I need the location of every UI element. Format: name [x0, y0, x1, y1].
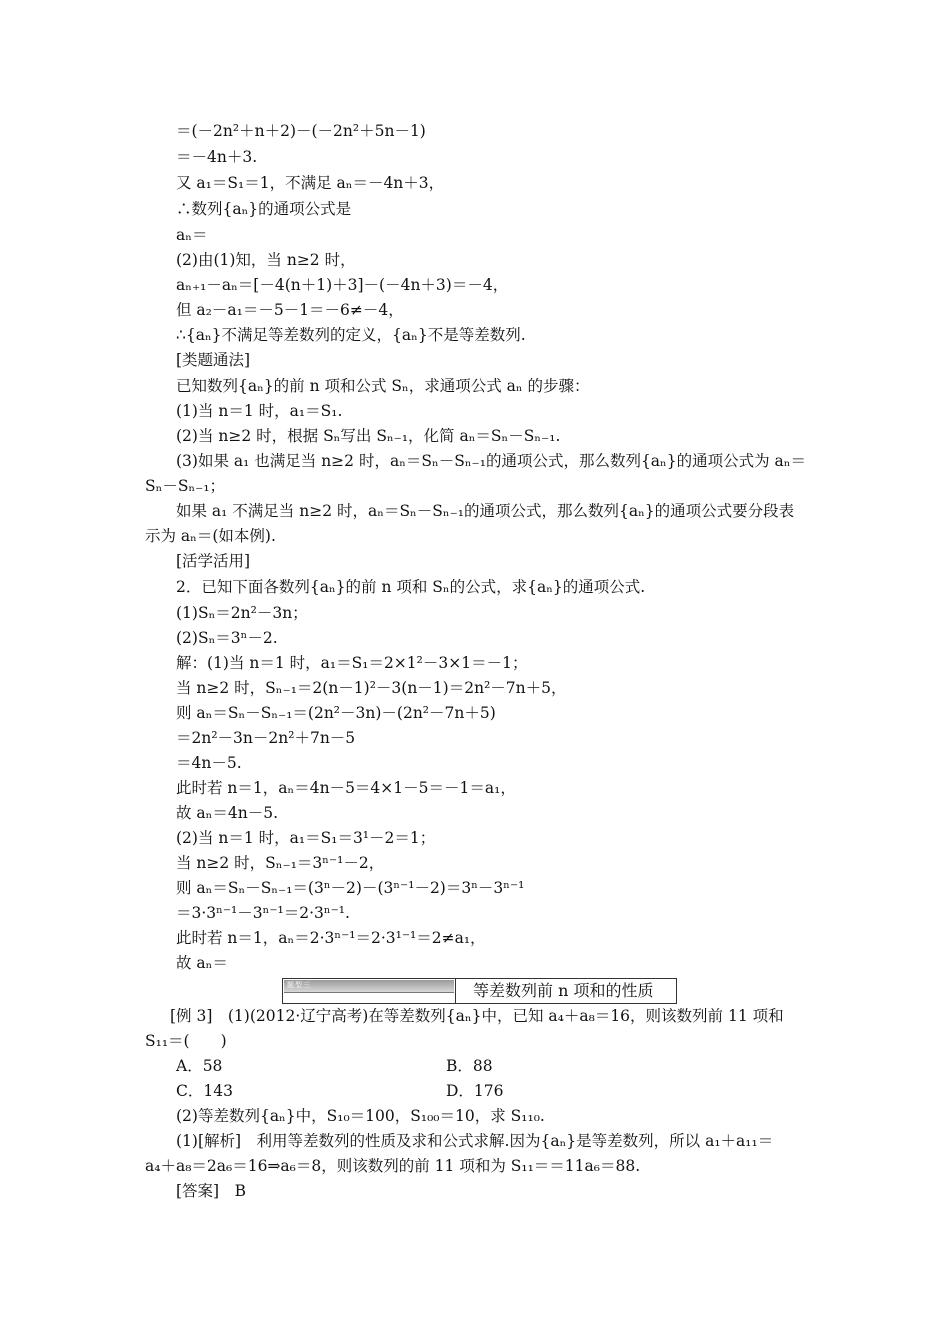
text-line: 此时若 n＝1，aₙ＝4n－5＝4×1－5＝－1＝a₁，	[176, 779, 516, 797]
banner-title: 等差数列前 n 项和的性质	[473, 981, 654, 1000]
text-line: 当 n≥2 时，Sₙ₋₁＝3ⁿ⁻¹－2，	[176, 854, 385, 872]
text-line: 当 n≥2 时，Sₙ₋₁＝2(n－1)²－3(n－1)＝2n²－7n＋5，	[176, 679, 567, 697]
choice-a: A．58	[176, 1057, 223, 1075]
text-line: 示为 aₙ＝(如本例).	[145, 527, 276, 545]
text-line: 则 aₙ＝Sₙ－Sₙ₋₁＝(2n²－3n)－(2n²－7n＋5)	[176, 704, 496, 722]
text-line: (1)Sₙ＝2n²－3n；	[176, 604, 308, 622]
text-line: (2)当 n＝1 时，a₁＝S₁＝3¹－2＝1；	[176, 829, 436, 847]
text-line: a₄＋a₈＝2a₆＝16⇒a₆＝8，则该数列的前 11 项和为 S₁₁＝＝11a₆＝88.	[145, 1157, 641, 1175]
text-line: (3)如果 a₁ 也满足当 n≥2 时，aₙ＝Sₙ－Sₙ₋₁的通项公式，那么数列{aₙ}的通项公式为 aₙ＝	[176, 452, 806, 470]
text-line: aₙ₊₁－aₙ＝[－4(n＋1)＋3]－(－4n＋3)＝－4，	[176, 276, 509, 294]
text-line: 2．已知下面各数列{aₙ}的前 n 项和 Sₙ的公式，求{aₙ}的通项公式.	[176, 578, 646, 596]
banner-tag-label: 题型三	[287, 981, 311, 989]
choice-d: D．176	[446, 1082, 504, 1100]
text-line: 已知数列{aₙ}的前 n 项和公式 Sₙ，求通项公式 aₙ 的步骤：	[176, 377, 590, 395]
text-line: (1)[解析] 利用等差数列的性质及求和公式求解.因为{aₙ}是等差数列，所以 a₁＋a₁₁＝	[176, 1132, 774, 1150]
text-line: (2)由(1)知，当 n≥2 时，	[176, 251, 356, 269]
text-line: 解：(1)当 n＝1 时，a₁＝S₁＝2×1²－3×1＝－1；	[176, 654, 528, 672]
text-line: (2)等差数列{aₙ}中，S₁₀＝100，S₁₀₀＝10，求 S₁₁₀.	[176, 1107, 545, 1125]
banner-divider	[455, 979, 456, 1003]
text-line: 又 a₁＝S₁＝1，不满足 aₙ＝－4n＋3，	[176, 174, 445, 192]
section-banner	[282, 978, 677, 1004]
text-line: 故 aₙ＝4n－5.	[176, 804, 279, 822]
text-line: 但 a₂－a₁＝－5－1＝－6≠－4，	[176, 301, 404, 319]
text-line: 此时若 n＝1，aₙ＝2·3ⁿ⁻¹＝2·3¹⁻¹＝2≠a₁，	[176, 929, 486, 947]
text-line: ＝－4n＋3.	[176, 148, 258, 166]
text-line: ＝(－2n²＋n＋2)－(－2n²＋5n－1)	[176, 122, 426, 140]
text-line: (2)Sₙ＝3ⁿ－2.	[176, 629, 278, 647]
text-line: ＝4n－5.	[176, 754, 242, 772]
text-line: (2)当 n≥2 时，根据 Sₙ写出 Sₙ₋₁，化简 aₙ＝Sₙ－Sₙ₋₁.	[176, 427, 561, 445]
choice-c: C．143	[176, 1082, 233, 1100]
text-line: Sₙ－Sₙ₋₁；	[145, 477, 226, 495]
text-line: ∴{aₙ}不满足等差数列的定义，{aₙ}不是等差数列.	[176, 326, 526, 344]
section-heading: [类题通法]	[176, 351, 251, 369]
text-line: 则 aₙ＝Sₙ－Sₙ₋₁＝(3ⁿ－2)－(3ⁿ⁻¹－2)＝3ⁿ－3ⁿ⁻¹	[176, 879, 525, 897]
text-line: 如果 a₁ 不满足当 n≥2 时，aₙ＝Sₙ－Sₙ₋₁的通项公式，那么数列{aₙ}的通项公式要分段表	[176, 502, 795, 520]
text-line: [例 3] (1)(2012·辽宁高考)在等差数列{aₙ}中，已知 a₄＋a₈＝16，则该数列前 11 项和	[170, 1007, 784, 1025]
section-heading: [活学活用]	[176, 552, 251, 570]
text-line: aₙ＝	[176, 226, 208, 244]
text-line: ∴数列{aₙ}的通项公式是	[176, 200, 352, 218]
text-line: (1)当 n＝1 时，a₁＝S₁.	[176, 402, 343, 420]
answer-line: [答案] B	[176, 1182, 246, 1200]
text-line: S₁₁＝( )	[145, 1032, 227, 1050]
banner-tag	[284, 980, 454, 993]
text-line: ＝3·3ⁿ⁻¹－3ⁿ⁻¹＝2·3ⁿ⁻¹.	[176, 904, 350, 922]
choice-b: B．88	[446, 1057, 493, 1075]
text-line: ＝2n²－3n－2n²＋7n－5	[176, 729, 356, 747]
text-line: 故 aₙ＝	[176, 954, 228, 972]
